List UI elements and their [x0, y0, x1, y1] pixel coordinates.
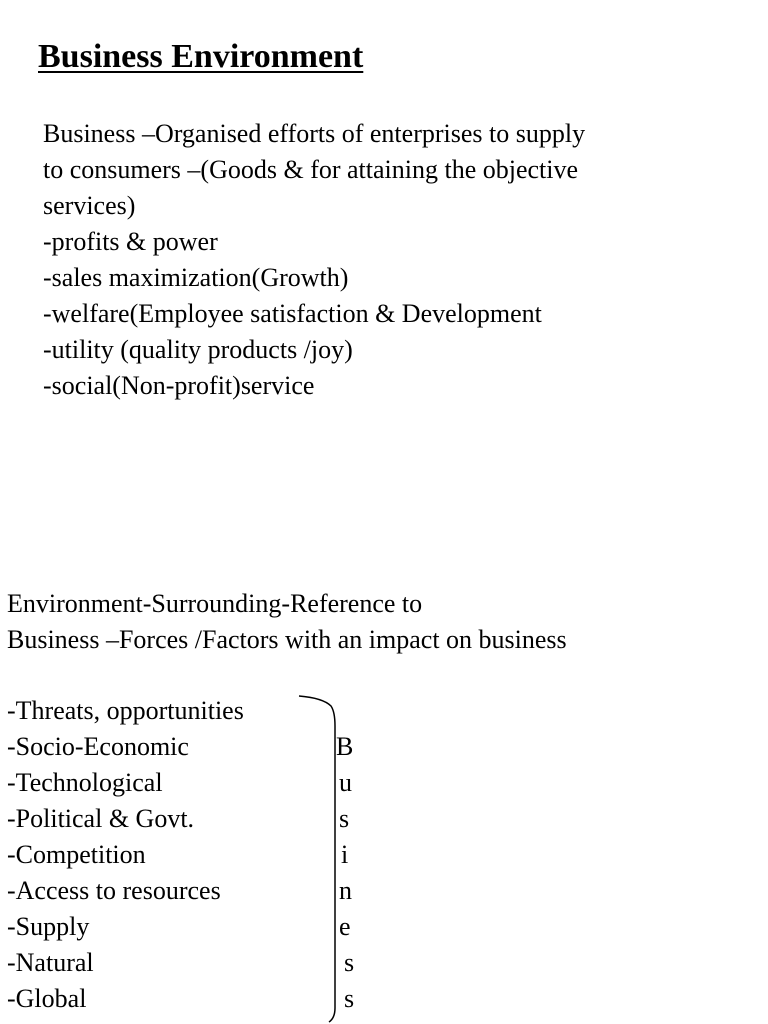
vertical-letter: u	[339, 768, 352, 797]
vertical-letter: s	[344, 984, 355, 1013]
objective-item: -social(Non-profit)service	[43, 371, 315, 400]
business-line: services)	[43, 191, 136, 220]
vertical-letter: s	[339, 804, 350, 833]
factor-item: -Supply	[7, 912, 90, 941]
factor-item: -Socio-Economic	[7, 732, 189, 761]
environment-line: Business –Forces /Factors with an impact on business	[7, 625, 567, 654]
business-line: Business –Organised efforts of enterprises to supply	[43, 119, 586, 148]
environment-definition	[7, 586, 567, 658]
factor-item: -Technological	[7, 768, 163, 797]
business-line: to consumers –(Goods & for attaining the objective	[43, 155, 579, 184]
factor-item: -Threats, opportunities	[7, 696, 244, 725]
vertical-letter: i	[341, 840, 349, 869]
factor-item: -Competition	[7, 840, 146, 869]
page-title: Business Environment	[38, 38, 364, 75]
vertical-letter: n	[339, 876, 352, 905]
vertical-letter: B	[336, 732, 354, 761]
factor-item: -Natural	[7, 948, 94, 977]
business-definition	[43, 116, 585, 404]
vertical-letter: e	[339, 912, 351, 941]
factor-item: -Political & Govt.	[7, 804, 195, 833]
objective-item: -sales maximization(Growth)	[43, 263, 349, 292]
vertical-letter: s	[344, 948, 355, 977]
environment-line: Environment-Surrounding-Reference to	[7, 589, 423, 618]
objective-item: -welfare(Employee satisfaction & Development	[43, 299, 542, 328]
vertical-word-business	[336, 729, 366, 1017]
objective-item: -utility (quality products /joy)	[43, 335, 353, 364]
objective-item: -profits & power	[43, 227, 218, 256]
factor-item: -Global	[7, 984, 87, 1013]
factors-list	[7, 693, 244, 1017]
factor-item: -Access to resources	[7, 876, 221, 905]
